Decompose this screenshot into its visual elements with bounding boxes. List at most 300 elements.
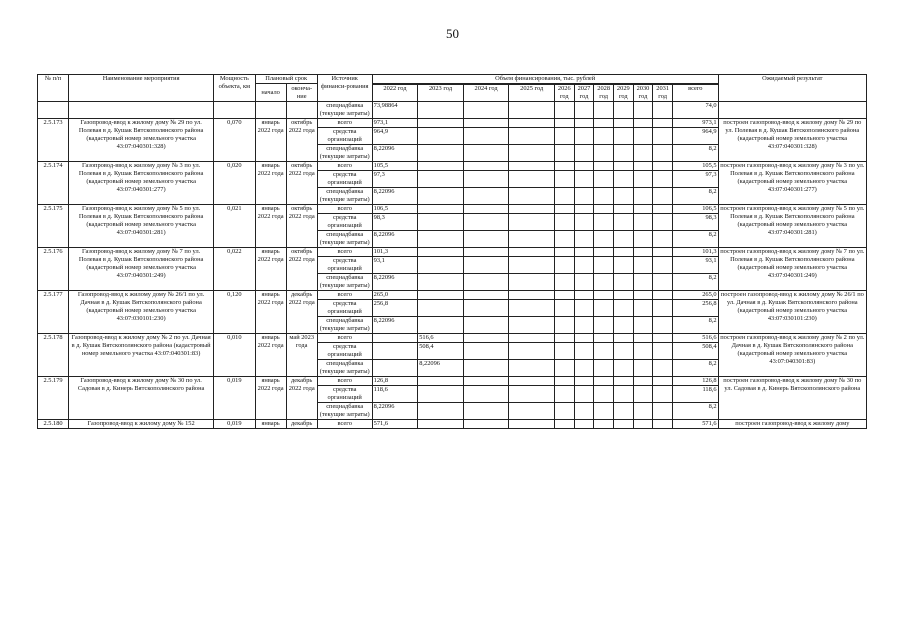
year-value: [653, 420, 673, 429]
year-value: [633, 377, 653, 386]
year-value: 97,3: [372, 171, 418, 188]
year-value: [574, 205, 594, 214]
year-value: [509, 119, 555, 128]
capacity-cell: 0,019: [214, 420, 255, 429]
year-value: [418, 119, 464, 128]
total-value: 105,5: [673, 162, 719, 171]
year-value: [633, 420, 653, 429]
source-cell: спецнадбавка (текущие затраты): [317, 360, 372, 377]
year-value: [463, 205, 509, 214]
year-value: [463, 403, 509, 420]
year-value: 8,22096: [372, 317, 418, 334]
source-cell: средства организаций: [317, 300, 372, 317]
year-value: [509, 145, 555, 162]
num-cell: [38, 102, 69, 119]
result-cell: построен газопровод-ввод к жилому дому № 5 по ул. Полевая в д. Кушак Вятскополянского района (кадастровый номер земельного участка 43:07:040301:281): [718, 205, 866, 248]
year-value: [613, 300, 633, 317]
source-cell: спецнадбавка (текущие затраты): [317, 274, 372, 291]
start-cell: январь 2022 года: [255, 205, 286, 248]
year-value: [633, 274, 653, 291]
capacity-cell: 0,022: [214, 248, 255, 291]
year-value: [463, 343, 509, 360]
num-cell: 2.5.178: [38, 334, 69, 377]
year-value: [554, 274, 574, 291]
year-value: [554, 214, 574, 231]
year-value: [653, 291, 673, 300]
year-value: [653, 360, 673, 377]
year-value: [574, 231, 594, 248]
name-cell: Газопровод-ввод к жилому дому № 5 по ул. Полевая в д. Кушак Вятскополянского района (кадастровый номер земельного участка 43:07:040301:281): [69, 205, 214, 248]
year-value: [653, 386, 673, 403]
result-cell: построен газопровод-ввод к жилому дому № 30 по ул. Садовая в д. Кинерь Вятскополянского района: [718, 377, 866, 420]
total-value: 516,6: [673, 334, 719, 343]
year-value: 98,3: [372, 214, 418, 231]
table-row: [38, 377, 867, 386]
year-value: [633, 291, 653, 300]
year-value: [633, 188, 653, 205]
header-funding: Объем финансирования, тыс. рублей: [372, 75, 718, 84]
table-row: [38, 420, 867, 429]
year-value: [372, 360, 418, 377]
table-row: [38, 162, 867, 171]
total-value: 97,3: [673, 171, 719, 188]
year-value: 8,22096: [372, 145, 418, 162]
year-value: [633, 162, 653, 171]
year-value: [613, 188, 633, 205]
name-cell: Газопровод-ввод к жилому дому № 26/1 по ул. Дачная в д. Кушак Вятскополянского района (кадастровый номер земельного участка 43:07:030101:230): [69, 291, 214, 334]
year-value: [418, 214, 464, 231]
year-value: [463, 274, 509, 291]
year-value: [554, 119, 574, 128]
year-value: [418, 403, 464, 420]
year-value: 118,6: [372, 386, 418, 403]
header-name: Наименование мероприятия: [69, 75, 214, 102]
result-cell: построен газопровод-ввод к жилому дому: [718, 420, 866, 429]
source-cell: спецнадбавка (текущие затраты): [317, 102, 372, 119]
table-row: [38, 102, 867, 119]
end-cell: октябрь 2022 года: [286, 119, 317, 162]
name-cell: Газопровод-ввод к жилому дому № 152: [69, 420, 214, 429]
year-value: [509, 188, 555, 205]
total-value: 8,2: [673, 360, 719, 377]
year-value: [554, 248, 574, 257]
year-value: 8,22096: [372, 188, 418, 205]
year-value: 571,6: [372, 420, 418, 429]
source-cell: спецнадбавка (текущие затраты): [317, 231, 372, 248]
total-value: 265,0: [673, 291, 719, 300]
year-value: [594, 257, 614, 274]
year-value: [613, 102, 633, 119]
total-value: 973,1: [673, 119, 719, 128]
year-value: [613, 214, 633, 231]
year-value: [463, 248, 509, 257]
header-row: [38, 75, 867, 84]
header-total: всего: [673, 85, 719, 102]
year-value: 126,8: [372, 377, 418, 386]
year-value: [613, 128, 633, 145]
year-value: [613, 377, 633, 386]
year-value: [418, 231, 464, 248]
num-cell: 2.5.179: [38, 377, 69, 420]
year-value: [633, 334, 653, 343]
year-value: [653, 274, 673, 291]
year-value: [463, 145, 509, 162]
year-value: [554, 128, 574, 145]
year-value: [554, 102, 574, 119]
year-value: [463, 162, 509, 171]
result-cell: построен газопровод-ввод к жилому дому № 26/1 по ул. Дачная в д. Кушак Вятскополянского района (кадастровый номер земельного участка 43:07:030101:230): [718, 291, 866, 334]
table-row: [38, 334, 867, 343]
start-cell: январь 2022 года: [255, 162, 286, 205]
source-cell: всего: [317, 205, 372, 214]
end-cell: декабрь 2022 года: [286, 291, 317, 334]
total-value: 98,3: [673, 214, 719, 231]
year-value: [554, 145, 574, 162]
year-value: 8,22096: [372, 231, 418, 248]
year-value: [509, 248, 555, 257]
start-cell: январь 2022 года: [255, 119, 286, 162]
year-value: 256,8: [372, 300, 418, 317]
year-value: [463, 188, 509, 205]
year-value: [463, 317, 509, 334]
year-value: [613, 119, 633, 128]
year-value: [594, 334, 614, 343]
total-value: 256,8: [673, 300, 719, 317]
year-value: [594, 420, 614, 429]
header-term-start: начало: [255, 84, 286, 102]
year-value: [509, 257, 555, 274]
header-year: 2022 год: [372, 85, 418, 102]
source-cell: спецнадбавка (текущие затраты): [317, 145, 372, 162]
table-row: [38, 248, 867, 257]
year-value: [594, 214, 614, 231]
year-value: [613, 274, 633, 291]
name-cell: Газопровод-ввод к жилому дому № 2 по ул. Дачная в д. Кушак Вятскополянского района (кадастровый номер земельного участка 43:07:040301:83): [69, 334, 214, 377]
year-value: [633, 386, 653, 403]
year-value: [418, 420, 464, 429]
year-value: 105,5: [372, 162, 418, 171]
num-cell: 2.5.180: [38, 420, 69, 429]
year-value: [633, 145, 653, 162]
year-value: [613, 145, 633, 162]
year-value: [418, 377, 464, 386]
year-value: [463, 291, 509, 300]
source-cell: средства организаций: [317, 214, 372, 231]
header-term: Плановый срок: [255, 75, 317, 84]
total-value: 8,2: [673, 145, 719, 162]
year-value: [594, 162, 614, 171]
year-value: [509, 171, 555, 188]
year-value: [633, 317, 653, 334]
total-value: 8,2: [673, 274, 719, 291]
source-cell: всего: [317, 291, 372, 300]
funding-table: [37, 74, 867, 429]
num-cell: 2.5.177: [38, 291, 69, 334]
source-cell: средства организаций: [317, 171, 372, 188]
year-value: [418, 317, 464, 334]
year-value: [554, 257, 574, 274]
year-value: [653, 317, 673, 334]
year-value: [613, 360, 633, 377]
source-cell: средства организаций: [317, 386, 372, 403]
year-value: 73,98864: [372, 102, 418, 119]
end-cell: май 2023 года: [286, 334, 317, 377]
year-value: [574, 145, 594, 162]
year-value: [653, 171, 673, 188]
year-value: [574, 386, 594, 403]
year-value: [463, 300, 509, 317]
year-value: [418, 205, 464, 214]
year-value: [594, 377, 614, 386]
year-value: [463, 360, 509, 377]
year-value: [509, 386, 555, 403]
year-value: [463, 119, 509, 128]
year-value: 516,6: [418, 334, 464, 343]
year-value: [633, 119, 653, 128]
header-year: 2030 год: [633, 85, 653, 102]
year-value: [554, 317, 574, 334]
source-cell: средства организаций: [317, 343, 372, 360]
result-cell: построен газопровод-ввод к жилому дому № 3 по ул. Полевая в д. Кушак Вятскополянского района (кадастровый номер земельного участка 43:07:040301:277): [718, 162, 866, 205]
year-value: [418, 386, 464, 403]
year-value: [633, 248, 653, 257]
year-value: [633, 231, 653, 248]
name-cell: [69, 102, 214, 119]
year-value: [554, 343, 574, 360]
year-value: [594, 248, 614, 257]
num-cell: 2.5.176: [38, 248, 69, 291]
year-value: [653, 377, 673, 386]
num-cell: 2.5.175: [38, 205, 69, 248]
year-value: [594, 317, 614, 334]
year-value: [509, 420, 555, 429]
year-value: [613, 231, 633, 248]
year-value: [509, 403, 555, 420]
year-value: [418, 102, 464, 119]
year-value: [613, 257, 633, 274]
year-value: [594, 360, 614, 377]
year-value: [633, 300, 653, 317]
year-value: [633, 128, 653, 145]
year-value: [594, 291, 614, 300]
year-value: 8,22096: [418, 360, 464, 377]
start-cell: январь 2022 года: [255, 291, 286, 334]
source-cell: всего: [317, 334, 372, 343]
num-cell: 2.5.174: [38, 162, 69, 205]
year-value: [594, 231, 614, 248]
table-row: [38, 205, 867, 214]
start-cell: [255, 102, 286, 119]
year-value: [418, 300, 464, 317]
table-row: [38, 291, 867, 300]
source-cell: всего: [317, 248, 372, 257]
source-cell: спецнадбавка (текущие затраты): [317, 317, 372, 334]
year-value: [574, 343, 594, 360]
header-term-end: оконча-ние: [286, 84, 317, 102]
year-value: [509, 291, 555, 300]
year-value: [594, 145, 614, 162]
year-value: [613, 343, 633, 360]
year-value: [509, 231, 555, 248]
year-value: [463, 420, 509, 429]
year-value: [574, 291, 594, 300]
header-capacity: Мощность объекта, км: [214, 75, 255, 102]
year-value: [653, 102, 673, 119]
year-value: [574, 128, 594, 145]
name-cell: Газопровод-ввод к жилому дому № 30 по ул. Садовая в д. Кинерь Вятскополянского района: [69, 377, 214, 420]
year-value: [554, 291, 574, 300]
year-value: [418, 162, 464, 171]
year-value: [574, 300, 594, 317]
year-value: 106,5: [372, 205, 418, 214]
year-value: [418, 145, 464, 162]
year-value: [613, 205, 633, 214]
year-value: [554, 360, 574, 377]
year-value: [594, 205, 614, 214]
year-value: [613, 386, 633, 403]
year-value: [653, 248, 673, 257]
year-value: [653, 205, 673, 214]
source-cell: всего: [317, 377, 372, 386]
year-value: [509, 162, 555, 171]
year-value: 265,0: [372, 291, 418, 300]
total-value: 126,8: [673, 377, 719, 386]
end-cell: [286, 102, 317, 119]
year-value: [613, 403, 633, 420]
capacity-cell: 0,070: [214, 119, 255, 162]
capacity-cell: 0,120: [214, 291, 255, 334]
total-value: 8,2: [673, 317, 719, 334]
year-value: [594, 188, 614, 205]
year-value: [594, 171, 614, 188]
year-value: [653, 343, 673, 360]
year-value: [613, 291, 633, 300]
total-value: 74,0: [673, 102, 719, 119]
header-year: 2028 год: [594, 85, 614, 102]
year-value: [633, 343, 653, 360]
year-value: [653, 145, 673, 162]
start-cell: январь 2022 года: [255, 248, 286, 291]
source-cell: средства организаций: [317, 257, 372, 274]
source-cell: всего: [317, 119, 372, 128]
year-value: [463, 214, 509, 231]
year-value: 8,22096: [372, 403, 418, 420]
year-value: [613, 317, 633, 334]
year-value: [594, 102, 614, 119]
header-year: 2027 год: [574, 85, 594, 102]
year-value: [418, 188, 464, 205]
year-value: [574, 102, 594, 119]
year-value: [633, 257, 653, 274]
year-value: [418, 274, 464, 291]
year-value: [574, 334, 594, 343]
year-value: [574, 214, 594, 231]
capacity-cell: 0,020: [214, 162, 255, 205]
year-value: [653, 257, 673, 274]
year-value: 973,1: [372, 119, 418, 128]
year-value: [633, 360, 653, 377]
year-value: [574, 317, 594, 334]
source-cell: всего: [317, 420, 372, 429]
total-value: 8,2: [673, 188, 719, 205]
year-value: [574, 248, 594, 257]
year-value: [554, 377, 574, 386]
source-cell: всего: [317, 162, 372, 171]
year-value: [554, 420, 574, 429]
year-value: [463, 102, 509, 119]
year-value: [633, 403, 653, 420]
year-value: [653, 162, 673, 171]
year-value: [653, 119, 673, 128]
year-value: [594, 403, 614, 420]
total-value: 508,4: [673, 343, 719, 360]
year-value: [574, 274, 594, 291]
year-value: [463, 386, 509, 403]
year-value: [554, 188, 574, 205]
end-cell: декабрь: [286, 420, 317, 429]
year-value: [554, 205, 574, 214]
header-source: Источник финанси-рования: [317, 75, 372, 102]
year-value: [554, 403, 574, 420]
year-value: [574, 377, 594, 386]
year-value: [554, 386, 574, 403]
capacity-cell: 0,019: [214, 377, 255, 420]
source-cell: спецнадбавка (текущие затраты): [317, 188, 372, 205]
header-year: 2025 год: [509, 85, 555, 102]
year-value: [372, 334, 418, 343]
start-cell: январь 2022 года: [255, 377, 286, 420]
name-cell: Газопровод-ввод к жилому дому № 7 по ул. Полевая в д. Кушак Вятскополянского района (кадастровый номер земельного участка 43:07:040301:249): [69, 248, 214, 291]
year-value: [463, 334, 509, 343]
start-cell: январь: [255, 420, 286, 429]
year-value: [653, 188, 673, 205]
year-value: [613, 334, 633, 343]
page-number: 50: [446, 26, 459, 41]
year-value: 508,4: [418, 343, 464, 360]
table-row: [38, 119, 867, 128]
total-value: 8,2: [673, 403, 719, 420]
year-value: [418, 128, 464, 145]
total-value: 93,1: [673, 257, 719, 274]
year-value: [509, 360, 555, 377]
total-value: 964,9: [673, 128, 719, 145]
end-cell: октябрь 2022 года: [286, 162, 317, 205]
year-value: [594, 119, 614, 128]
name-cell: Газопровод-ввод к жилому дому № 3 по ул. Полевая в д. Кушак Вятскополянского района (кадастровый номер земельного участка 43:07:040301:277): [69, 162, 214, 205]
header-year: 2031 год: [653, 85, 673, 102]
year-value: [653, 300, 673, 317]
header-result: Ожидаемый результат: [718, 75, 866, 102]
year-value: [653, 214, 673, 231]
source-cell: спецнадбавка (текущие затраты): [317, 403, 372, 420]
year-value: [463, 257, 509, 274]
year-value: [509, 334, 555, 343]
total-value: 571,6: [673, 420, 719, 429]
year-value: [574, 403, 594, 420]
total-value: 8,2: [673, 231, 719, 248]
year-value: [554, 334, 574, 343]
year-value: [418, 291, 464, 300]
result-cell: построен газопровод-ввод к жилому дому № 2 по ул. Дачная в д. Кушак Вятскополянского района (кадастровый номер земельного участка 43:07:040301:83): [718, 334, 866, 377]
year-value: [574, 360, 594, 377]
year-value: [633, 102, 653, 119]
year-value: [418, 248, 464, 257]
year-value: [463, 171, 509, 188]
year-value: [594, 274, 614, 291]
year-value: [554, 231, 574, 248]
year-value: [613, 248, 633, 257]
year-value: [574, 119, 594, 128]
